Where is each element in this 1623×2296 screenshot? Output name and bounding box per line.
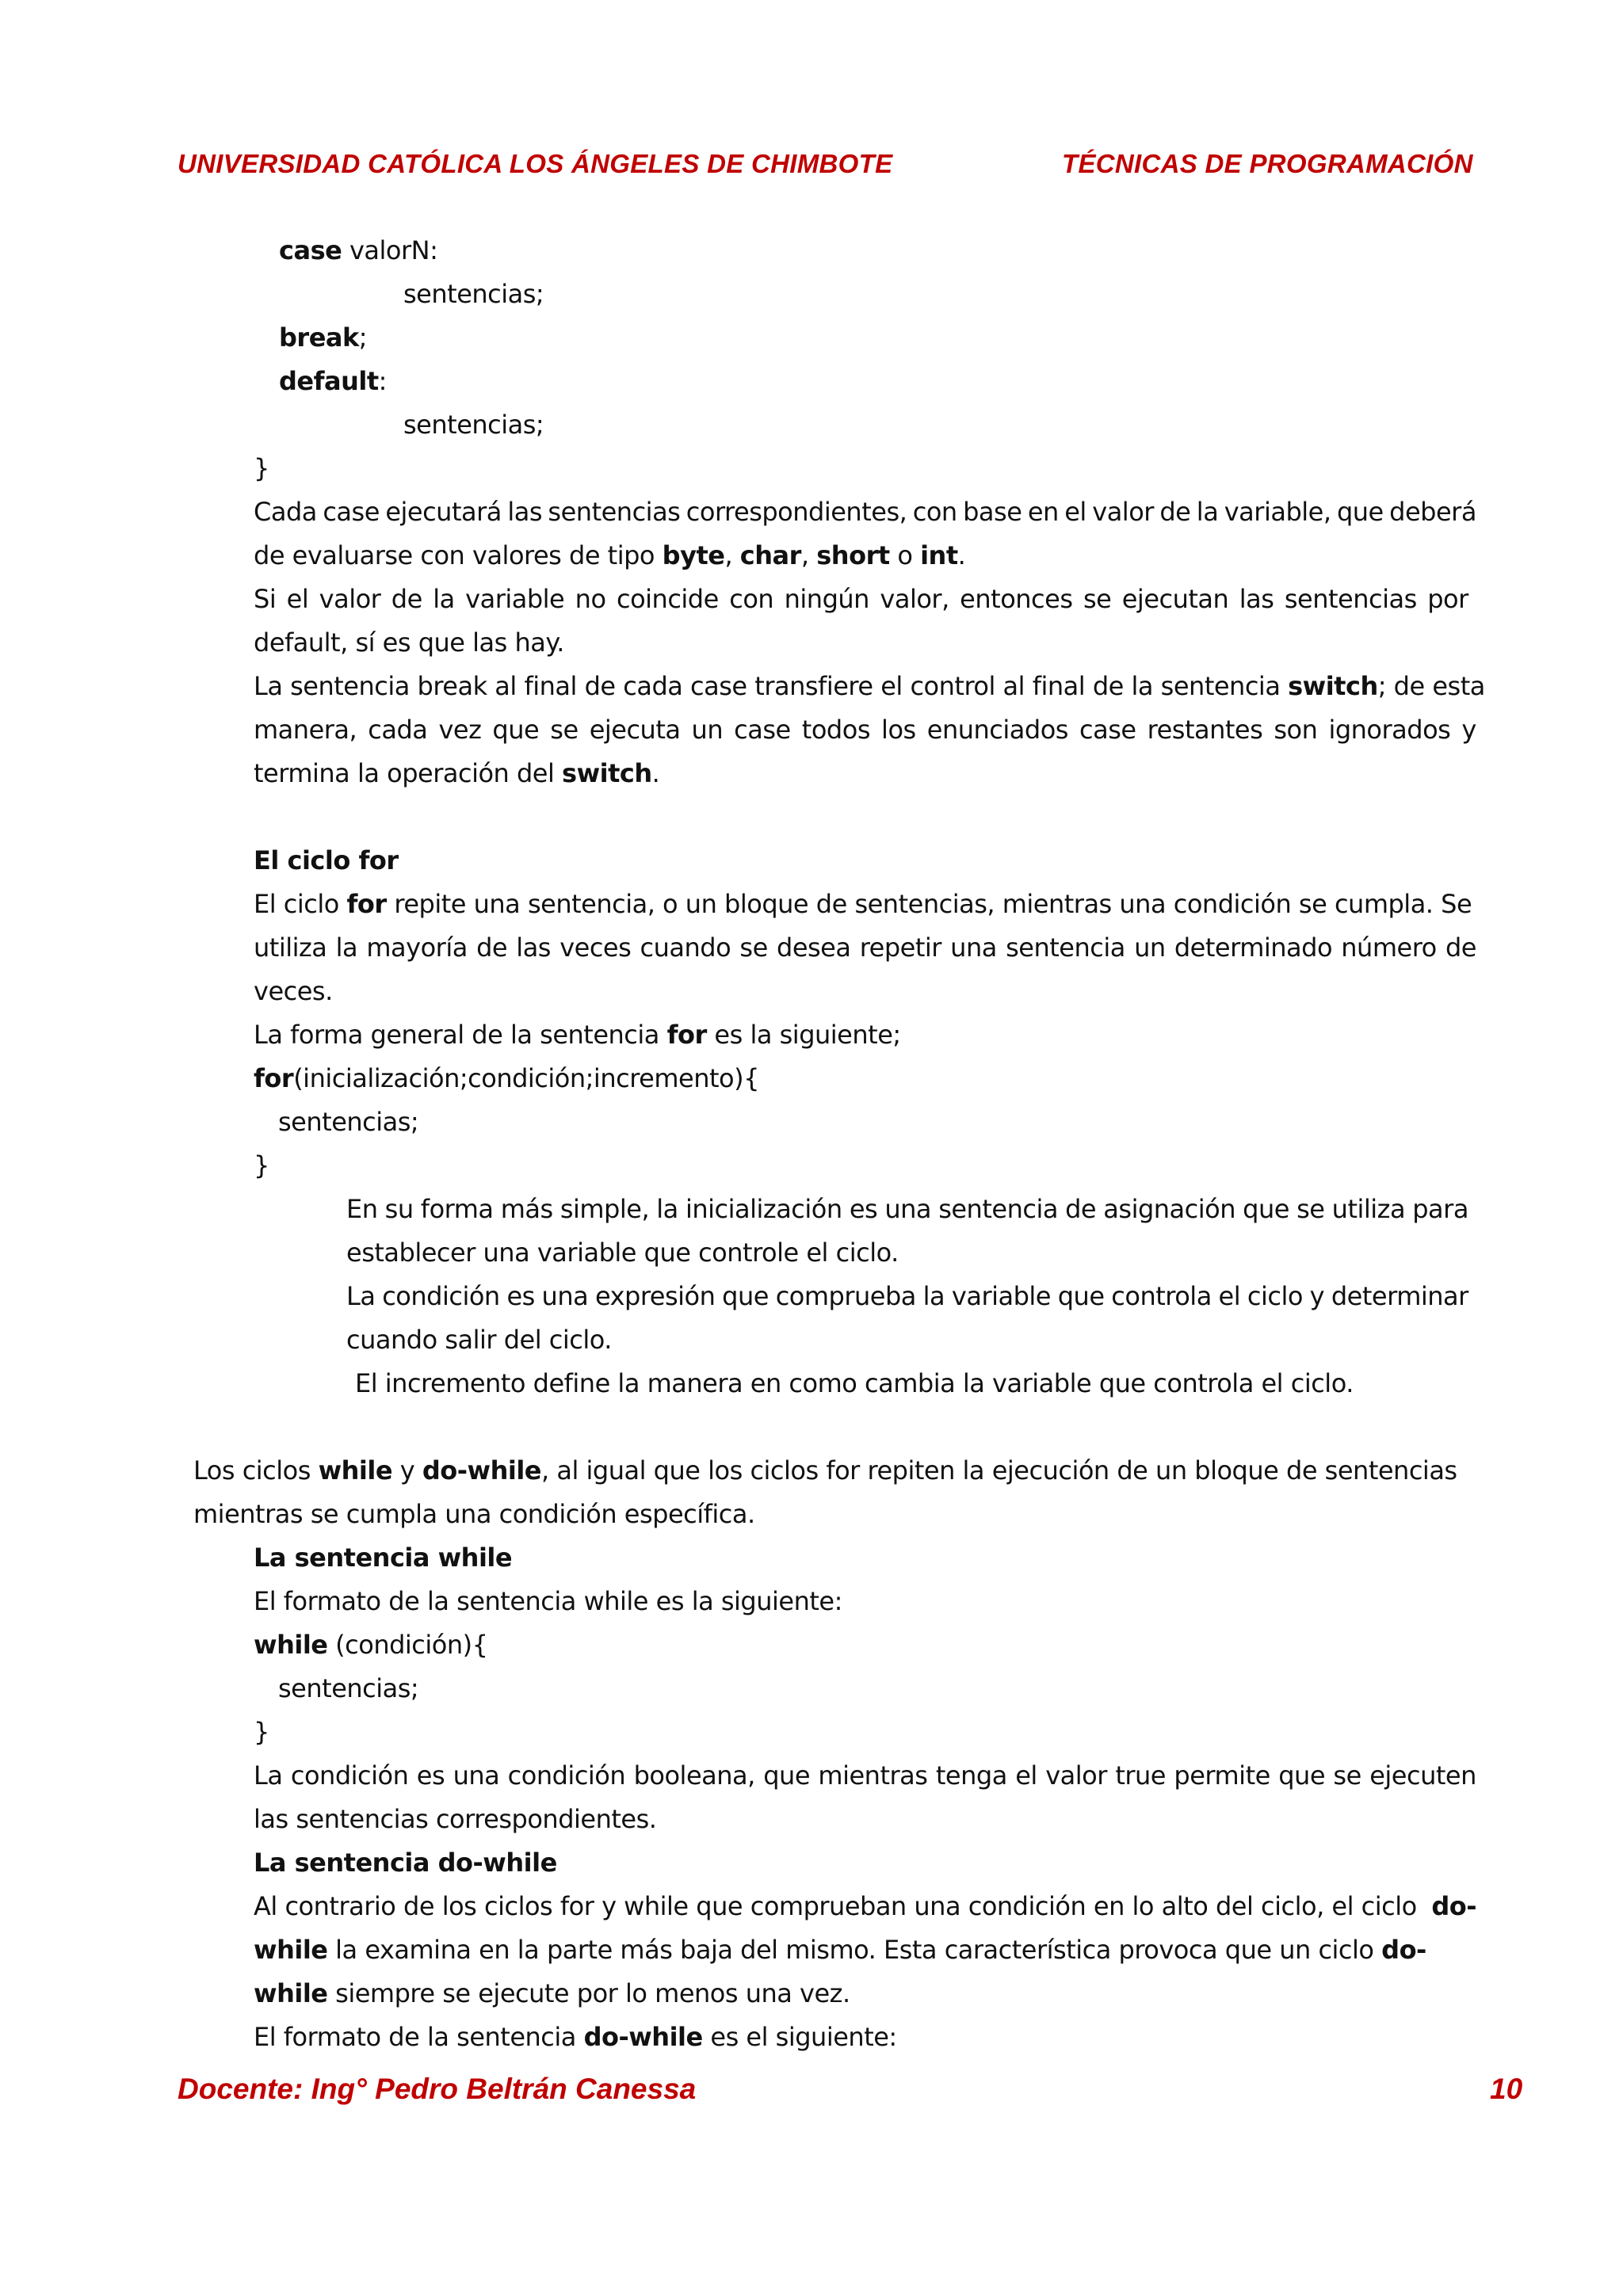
text: siempre se ejecute por lo menos una vez. <box>327 1978 850 2008</box>
text: termina la operación del <box>254 758 563 788</box>
keyword-case: case <box>279 235 342 265</box>
word: por <box>1427 584 1468 614</box>
text: . <box>651 758 660 788</box>
word: ejecuten <box>1369 1760 1476 1791</box>
word: que <box>1336 497 1384 527</box>
text: es la siguiente; <box>706 1020 901 1050</box>
word: es <box>416 1760 445 1791</box>
keyword-do: do- <box>1431 1891 1476 1921</box>
text: o <box>889 540 921 570</box>
word: que <box>492 715 540 745</box>
word: que <box>722 1281 769 1311</box>
word: las <box>507 497 542 527</box>
section-title-while <box>254 1542 512 1573</box>
word: para <box>1412 1194 1468 1224</box>
word: es <box>849 1194 878 1224</box>
word: se <box>1333 1760 1361 1791</box>
word: valor <box>1045 1760 1107 1791</box>
text: ; de esta <box>1377 671 1485 701</box>
keyword-for: for <box>666 1020 707 1050</box>
word: variable <box>465 584 565 614</box>
word: de <box>476 933 508 963</box>
word: de <box>1445 933 1476 963</box>
word: cuando <box>640 933 731 963</box>
for-init-line-1 <box>346 1193 1468 1225</box>
word: case <box>323 497 380 527</box>
word: de <box>1065 1194 1097 1224</box>
title-text: El ciclo for <box>254 845 399 875</box>
word: permite <box>1174 1760 1270 1791</box>
word: cada <box>368 715 428 745</box>
word: Si <box>254 584 277 614</box>
word: todos <box>801 715 870 745</box>
text: repite una sentencia, o un bloque de sentencias, mientras una condición se cumpla. Se <box>386 889 1472 919</box>
word: utiliza <box>254 933 327 963</box>
word: veces <box>559 933 632 963</box>
word: número <box>1341 933 1437 963</box>
dowhile-para-line-1 <box>254 1890 1476 1922</box>
section-title-for <box>254 845 399 876</box>
for-code-line-1 <box>254 1062 759 1094</box>
word: ciclo <box>1247 1281 1303 1311</box>
keyword-do: do- <box>1381 1935 1426 1965</box>
text: y <box>392 1455 422 1486</box>
word: ningún <box>784 584 869 614</box>
keyword-default: default <box>279 366 379 396</box>
word: booleana, <box>633 1760 755 1791</box>
text: , <box>724 540 740 570</box>
word: tenga <box>935 1760 1007 1791</box>
title-text: La sentencia while <box>254 1543 513 1573</box>
while-para-line-2: las sentencias correspondientes. <box>254 1804 657 1834</box>
word: un <box>1134 933 1166 963</box>
word: con <box>912 497 957 527</box>
word: case <box>1079 715 1136 745</box>
word: una <box>950 933 997 963</box>
word: el <box>286 584 309 614</box>
para-break-line-1 <box>254 670 1485 702</box>
text: (condición){ <box>327 1630 488 1660</box>
word: de <box>1159 497 1191 527</box>
word: se <box>1296 1194 1325 1224</box>
word: mayoría <box>366 933 468 963</box>
code-sentencias-2: sentencias; <box>403 410 544 440</box>
word: la <box>922 1281 945 1311</box>
keyword-short: short <box>816 540 890 570</box>
keyword-while: while <box>254 1630 328 1660</box>
loops-intro-line-1 <box>193 1455 1457 1486</box>
for-cond-line-1 <box>346 1280 1468 1312</box>
word: Cada <box>254 497 317 527</box>
word: correspondientes, <box>685 497 907 527</box>
header-course: TÉCNICAS DE PROGRAMACIÓN <box>1062 149 1473 178</box>
for-para-line-2 <box>254 932 1476 963</box>
word: se <box>1083 584 1112 614</box>
keyword-break: break <box>279 322 359 353</box>
text: (inicialización;condición;incremento){ <box>293 1063 759 1093</box>
word: variable, <box>1224 497 1331 527</box>
dowhile-para-line-2 <box>254 1934 1426 1966</box>
para-default-line-1 <box>254 583 1468 615</box>
section-title-do-while <box>254 1847 557 1878</box>
word: mientras <box>818 1760 928 1791</box>
keyword-while: while <box>254 1935 328 1965</box>
keyword-switch: switch <box>1288 671 1378 701</box>
text: es el siguiente: <box>702 2022 897 2052</box>
keyword-do-while: do-while <box>583 2022 703 2052</box>
text: La forma general de la sentencia <box>254 1020 667 1050</box>
word: valor, <box>880 584 949 614</box>
word: que <box>1057 1281 1105 1311</box>
while-para-line-1 <box>254 1760 1476 1791</box>
word: controla <box>1111 1281 1212 1311</box>
text: , al igual que los ciclos for repiten la ejecución de un bloque de sentencias <box>541 1455 1457 1486</box>
word: las <box>516 933 551 963</box>
word: una <box>453 1760 500 1791</box>
code-sentencias-1: sentencias; <box>403 279 544 309</box>
word: que <box>763 1760 810 1791</box>
word: su <box>384 1194 414 1224</box>
word: son <box>1274 715 1318 745</box>
keyword-int: int <box>920 540 958 570</box>
keyword-for: for <box>346 889 387 919</box>
word: la <box>656 1194 678 1224</box>
word: sentencia <box>938 1194 1058 1224</box>
word: condición <box>382 1281 500 1311</box>
word: utiliza <box>1331 1194 1406 1224</box>
while-code-line-3: } <box>254 1717 269 1747</box>
text: , <box>800 540 817 570</box>
code-case-line <box>279 235 437 266</box>
text: . <box>957 540 966 570</box>
word: restantes <box>1147 715 1263 745</box>
word: y <box>1461 715 1476 745</box>
word: simple, <box>559 1194 650 1224</box>
dowhile-para-line-3 <box>254 1978 850 2009</box>
word: determinar <box>1331 1281 1468 1311</box>
word: la <box>335 933 358 963</box>
word: comprueba <box>775 1281 916 1311</box>
text: La sentencia break al final de cada case transfiere el control al final de la sentencia <box>254 671 1289 701</box>
para-default-line-2: default, sí es que las hay. <box>254 627 564 658</box>
while-code-line-1 <box>254 1629 487 1661</box>
word: los <box>881 715 916 745</box>
para-case-line-2 <box>254 540 965 571</box>
for-para-line-3: veces. <box>254 976 333 1006</box>
word: base <box>963 497 1022 527</box>
word: valor <box>1092 497 1154 527</box>
code-break-line <box>279 322 367 353</box>
word: enunciados <box>926 715 1068 745</box>
keyword-do-while: do-while <box>422 1455 541 1486</box>
text: la examina en la parte más baja del mismo. Esta característica provoca que un ciclo <box>327 1935 1382 1965</box>
word: La <box>254 1760 283 1791</box>
code-default-line <box>279 365 387 397</box>
word: que <box>1243 1194 1289 1224</box>
word: valor <box>319 584 381 614</box>
word: coincide <box>616 584 719 614</box>
word: determinado <box>1174 933 1333 963</box>
for-incr-line: El incremento define la manera en como cambia la variable que controla el ciclo. <box>355 1368 1354 1398</box>
while-intro: El formato de la sentencia while es la siguiente: <box>254 1586 842 1616</box>
keyword-while: while <box>254 1978 328 2008</box>
word: más <box>500 1194 553 1224</box>
word: inicialización <box>685 1194 842 1224</box>
word: case <box>734 715 791 745</box>
word: La <box>346 1281 376 1311</box>
for-cond-line-2: cuando salir del ciclo. <box>346 1325 612 1355</box>
loops-intro-line-2: mientras se cumpla una condición específica. <box>193 1499 755 1529</box>
word: de <box>391 584 422 614</box>
for-code-line-2: sentencias; <box>278 1107 419 1137</box>
keyword-byte: byte <box>662 540 725 570</box>
word: sentencia <box>1006 933 1125 963</box>
code-close-brace: } <box>254 453 269 483</box>
break-end: ; <box>358 322 368 353</box>
keyword-while: while <box>318 1455 393 1486</box>
para-break-line-3 <box>254 757 659 789</box>
default-end: : <box>378 366 387 396</box>
text: Al contrario de los ciclos for y while que comprueban una condición en lo alto del ciclo, el ciclo <box>254 1891 1425 1921</box>
word: condición <box>507 1760 626 1791</box>
word: se <box>550 715 579 745</box>
word: el <box>1015 1760 1037 1791</box>
word: la <box>1196 497 1219 527</box>
word: un <box>691 715 724 745</box>
keyword-switch: switch <box>562 758 652 788</box>
word: deberá <box>1389 497 1476 527</box>
word: sentencias <box>548 497 681 527</box>
word: una <box>884 1194 932 1224</box>
word: vez <box>438 715 482 745</box>
keyword-for: for <box>254 1063 294 1093</box>
word: ejecutará <box>385 497 502 527</box>
word: el <box>1218 1281 1241 1311</box>
word: que <box>1278 1760 1325 1791</box>
word: repetir <box>859 933 941 963</box>
case-value: valorN: <box>342 235 438 265</box>
word: con <box>729 584 774 614</box>
word: la <box>433 584 455 614</box>
title-text: La sentencia do-while <box>254 1848 557 1878</box>
word: variable <box>951 1281 1051 1311</box>
word: una <box>541 1281 589 1311</box>
word: el <box>1064 497 1086 527</box>
word: sentencias <box>1284 584 1417 614</box>
text: de evaluarse con valores de tipo <box>254 540 663 570</box>
footer-teacher: Docente: Ing° Pedro Beltrán Canessa <box>178 2073 697 2105</box>
text: El ciclo <box>254 889 347 919</box>
word: las <box>1239 584 1274 614</box>
word: en <box>1027 497 1059 527</box>
word: expresión <box>594 1281 716 1311</box>
word: ejecuta <box>589 715 681 745</box>
word: true <box>1115 1760 1166 1791</box>
keyword-char: char <box>739 540 801 570</box>
word: y <box>1309 1281 1325 1311</box>
while-code-line-2: sentencias; <box>278 1673 419 1703</box>
para-break-line-2 <box>254 714 1476 746</box>
word: forma <box>420 1194 494 1224</box>
text: El formato de la sentencia <box>254 2022 584 2052</box>
word: se <box>739 933 768 963</box>
word: En <box>346 1194 378 1224</box>
for-code-line-3: } <box>254 1150 269 1180</box>
word: condición <box>290 1760 409 1791</box>
word: es <box>506 1281 535 1311</box>
word: ignorados <box>1328 715 1451 745</box>
for-form-line <box>254 1019 901 1051</box>
for-para-line-1 <box>254 888 1472 920</box>
word: ejecutan <box>1121 584 1229 614</box>
word: manera, <box>254 715 357 745</box>
word: desea <box>777 933 851 963</box>
page-number: 10 <box>1490 2073 1523 2105</box>
header-university: UNIVERSIDAD CATÓLICA LOS ÁNGELES DE CHIMBOTE <box>178 149 893 178</box>
word: entonces <box>960 584 1073 614</box>
word: asignación <box>1103 1194 1235 1224</box>
text: Los ciclos <box>193 1455 319 1486</box>
word: no <box>575 584 606 614</box>
dowhile-format-line <box>254 2021 897 2053</box>
para-case-line-1 <box>254 496 1476 528</box>
for-init-line-2: establecer una variable que controle el ciclo. <box>346 1238 899 1268</box>
